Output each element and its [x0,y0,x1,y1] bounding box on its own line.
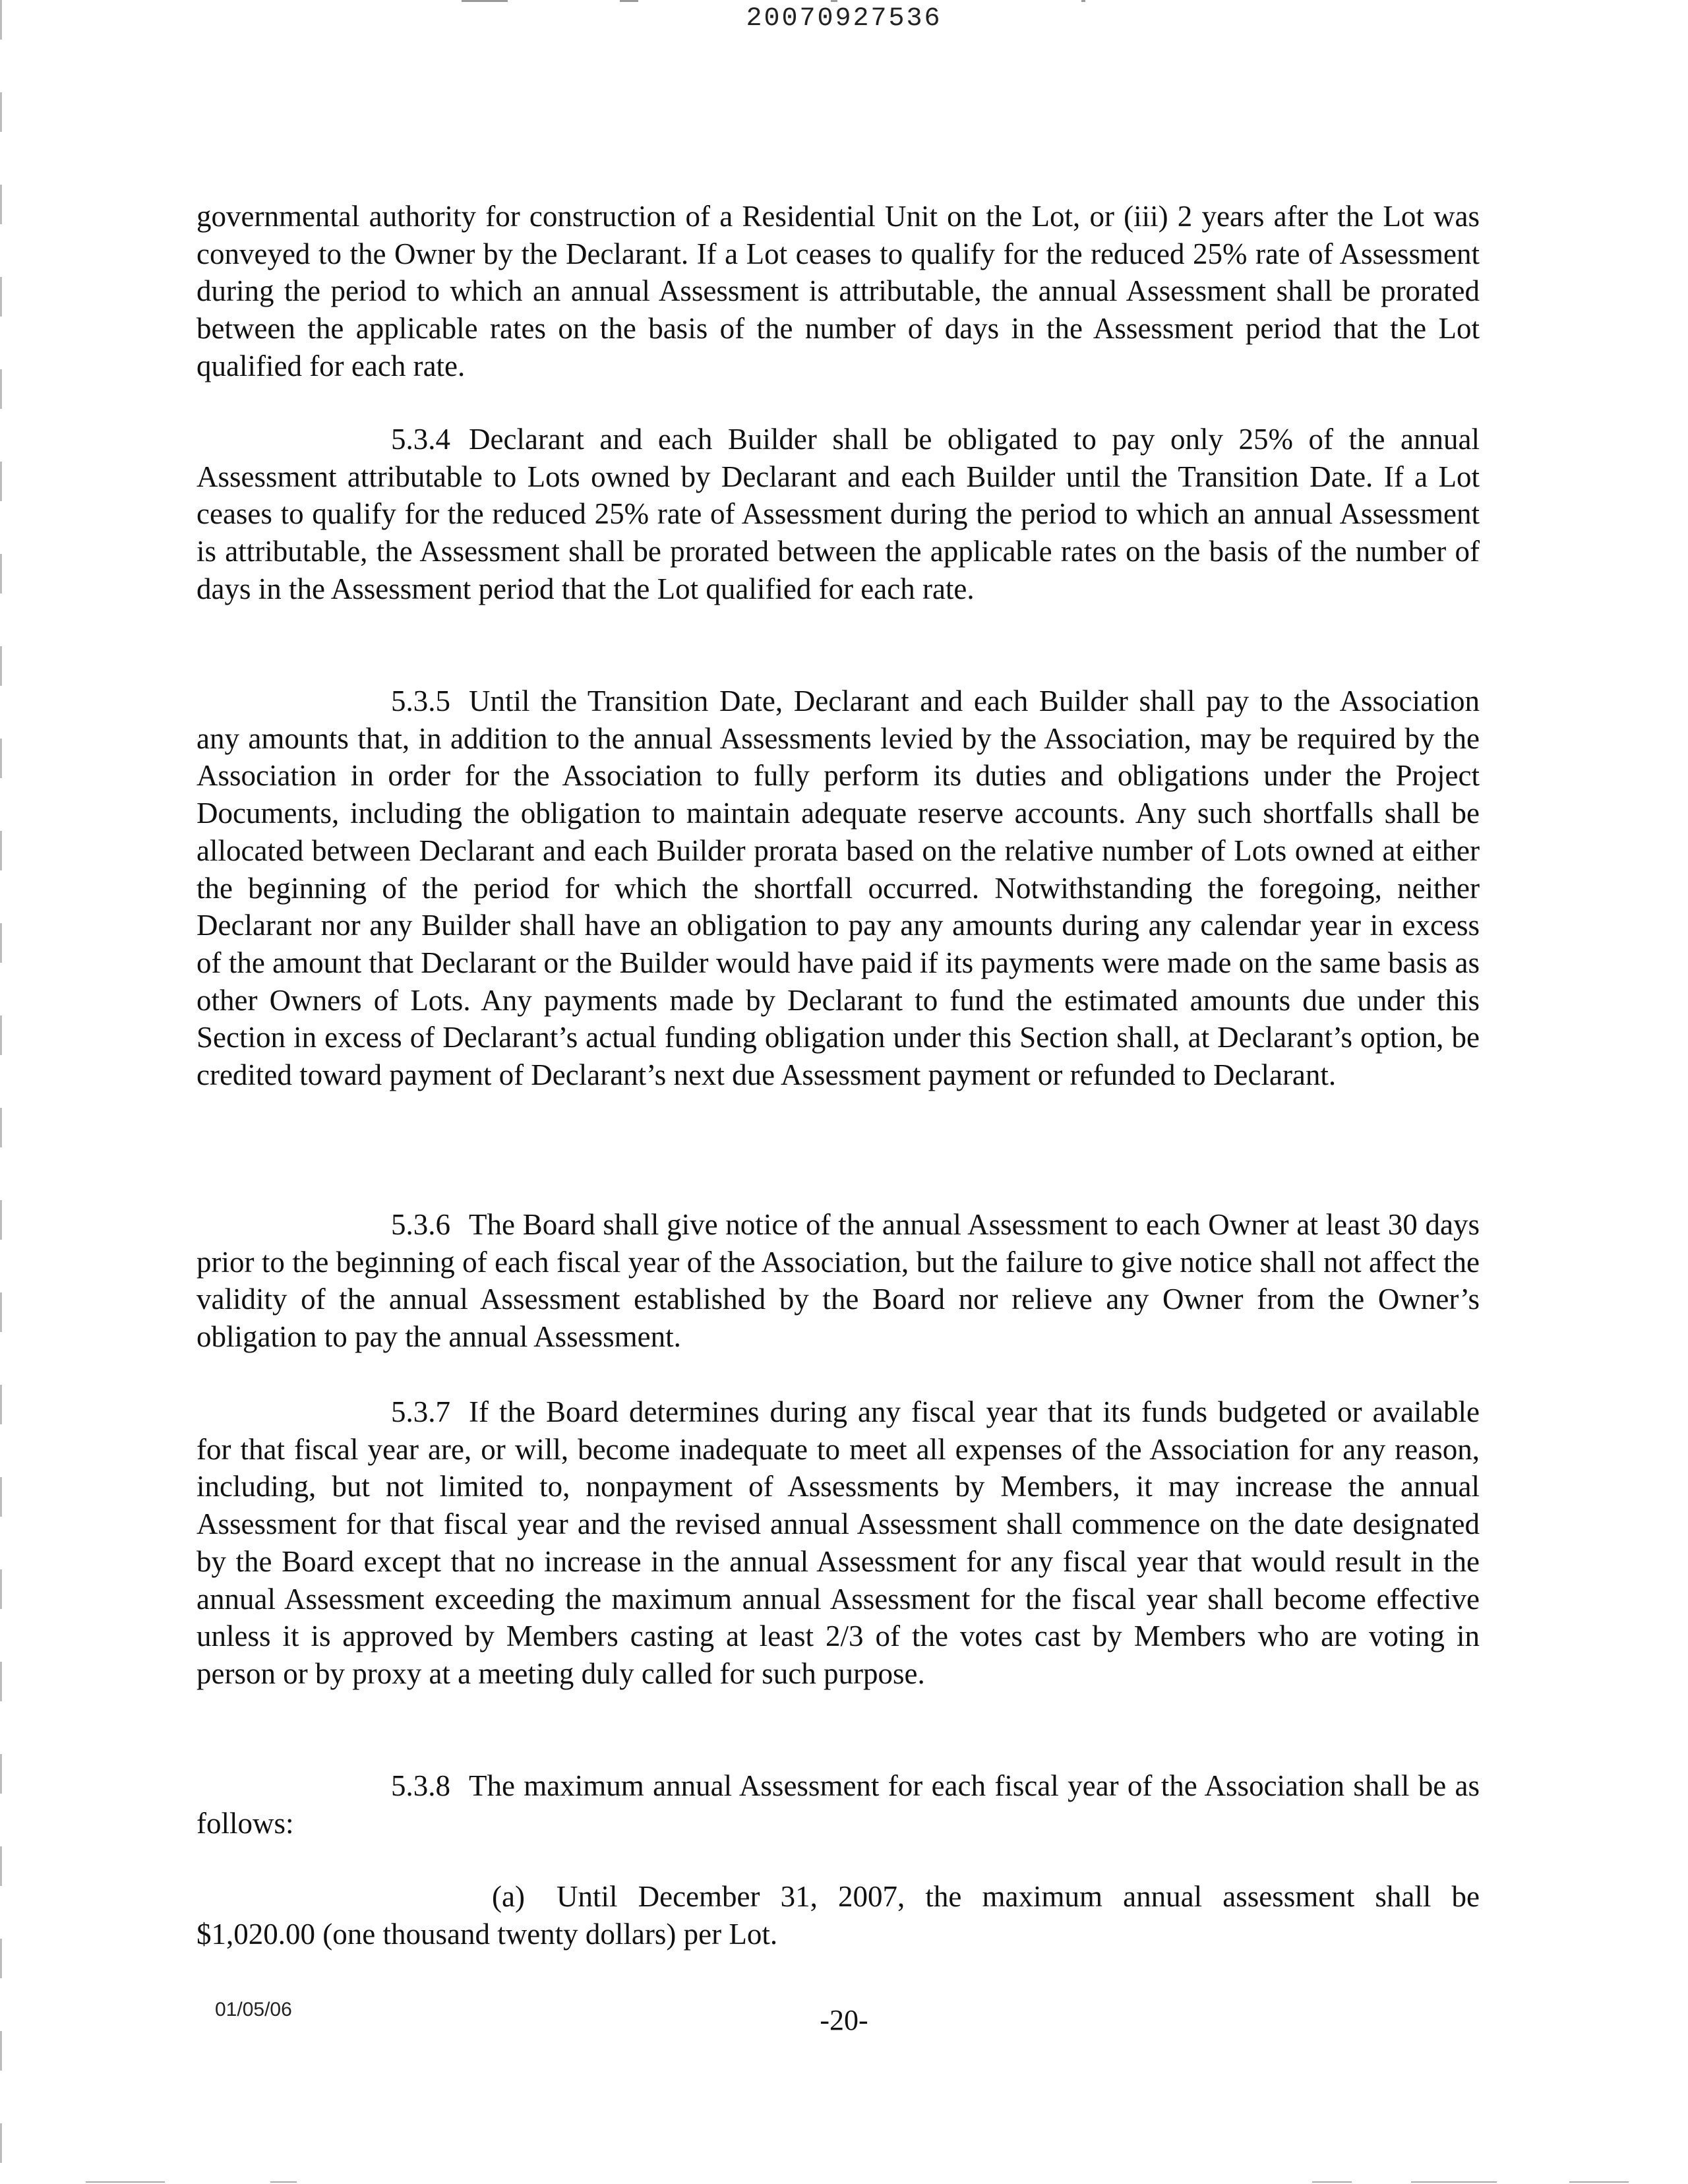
footer-date: 01/05/06 [215,1999,292,2020]
paragraph-text: Declarant and each Builder shall be obligated to pay only 25% of the annual Assessment attributable to Lots owned by Declarant and each Builder until the Transition Date. If a Lot ceases to qualify for the reduced 25% rate of Assessment during the period to which an annual Assessment is attributable, the Assessment shall be prorated between the applicable rates on the basis of the number of days in the Assessment period that the Lot qualified for each rate. [196,423,1480,605]
paragraph-text: The Board shall give notice of the annual Assessment to each Owner at least 30 days prior to the beginning of each fiscal year of the Association, but the failure to give notice shall not affect the validity of the annual Assessment established by the Board nor relieve any Owner from the Owner’s obligation to pay the annual Assessment. [196,1208,1480,1354]
paragraph-5-3-8-a [196,1878,1480,1953]
page-number: -20- [820,2004,868,2036]
section-number: 5.3.5 [391,684,450,717]
scan-marks-top [462,0,1088,3]
paragraph-text: The maximum annual Assessment for each fiscal year of the Association shall be as follows: [196,1769,1480,1840]
document-number: 20070927536 [746,4,942,34]
paragraph-5-3-8 [196,1767,1480,1842]
paragraph-5-3-4 [196,421,1480,608]
subsection-label: (a) [492,1880,525,1913]
section-number: 5.3.8 [391,1769,450,1802]
scan-left-edge [0,0,2,2184]
paragraph-continuation [196,198,1480,385]
section-number: 5.3.4 [391,423,450,456]
section-number: 5.3.7 [391,1395,450,1428]
paragraph-text: Until the Transition Date, Declarant and each Builder shall pay to the Association any amounts that, in addition to the annual Assessments levied by the Association, may be required by the Association in order for the Association to fully perform its duties and obligations under the Project Documents, including the obligation to maintain adequate reserve accounts. Any such shortfalls shall be allocated between Declarant and each Builder prorata based on the relative number of Lots owned at either the beginning of the period for which the shortfall occurred. Notwithstanding the foregoing, neither Declarant nor any Builder shall have an obligation to pay any amounts during any calendar year in excess of the amount that Declarant or the Builder would have paid if its payments were made on the same basis as other Owners of Lots. Any payments made by Declarant to fund the estimated amounts due under this Section in excess of Declarant’s actual funding obligation under this Section shall, at Declarant’s option, be credited toward payment of Declarant’s next due Assessment payment or refunded to Declarant. [196,684,1480,1092]
paragraph-5-3-7 [196,1393,1480,1693]
scan-marks-bottom [0,2180,1688,2184]
paragraph-text: governmental authority for construction of a Residential Unit on the Lot, or (iii) 2 years after the Lot was conveyed to the Owner by the Declarant. If a Lot ceases to qualify for the reduced 25% rate of Assessment during the period to which an annual Assessment is attributable, the annual Assessment shall be prorated between the applicable rates on the basis of the number of days in the Assessment period that the Lot qualified for each rate. [196,200,1480,382]
section-number: 5.3.6 [391,1208,450,1241]
paragraph-text: If the Board determines during any fiscal year that its funds budgeted or available for that fiscal year are, or will, become inadequate to meet all expenses of the Association for any reason, including, but not limited to, nonpayment of Assessments by Members, it may increase the annual Assessment for that fiscal year and the revised annual Assessment shall commence on the date designated by the Board except that no increase in the annual Assessment for any fiscal year that would result in the annual Assessment exceeding the maximum annual Assessment for the fiscal year shall become effective unless it is approved by Members casting at least 2/3 of the votes cast by Members who are voting in person or by proxy at a meeting duly called for such purpose. [196,1395,1480,1690]
paragraph-text: Until December 31, 2007, the maximum annual assessment shall be $1,020.00 (one thousand twenty dollars) per Lot. [196,1880,1480,1951]
paragraph-5-3-5 [196,682,1480,1094]
paragraph-5-3-6 [196,1206,1480,1356]
